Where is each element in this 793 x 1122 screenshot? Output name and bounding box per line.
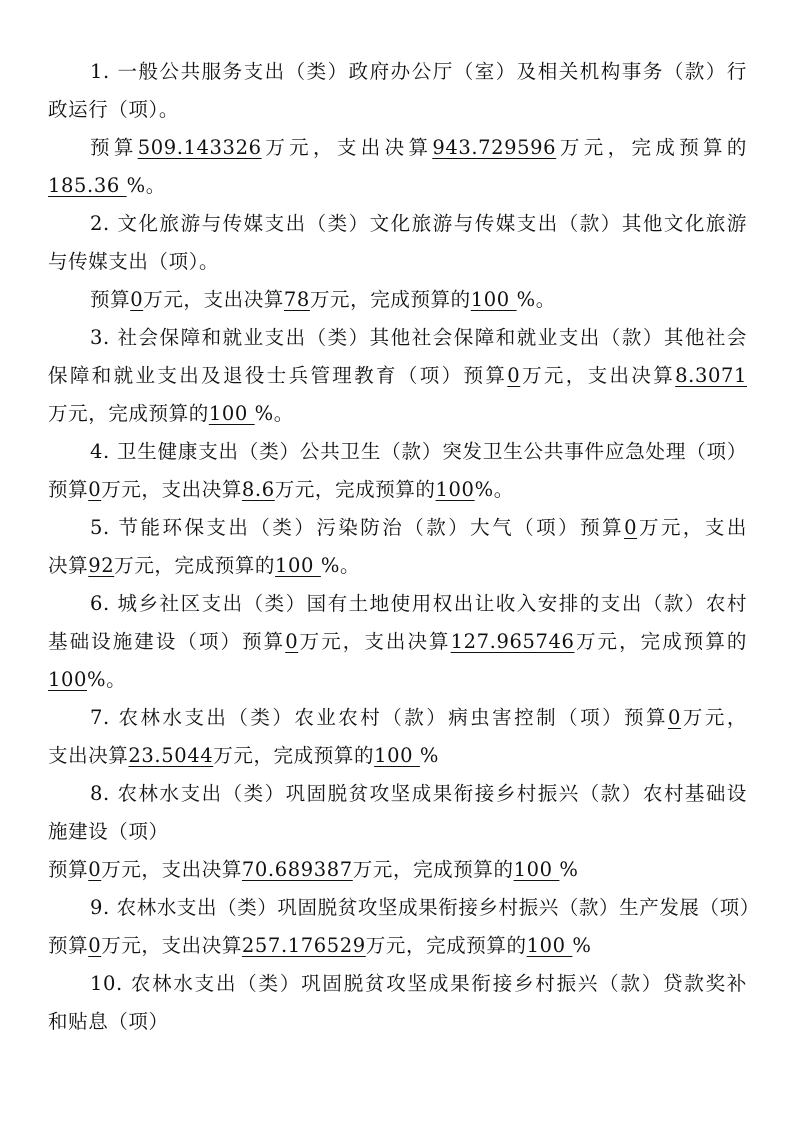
percent-value: 100	[470, 288, 517, 311]
actual-value: 92	[88, 554, 115, 577]
item-9-line-1: 9. 农林水支出（类）巩固脱贫攻坚成果衔接乡村振兴（款）生产发展（项）	[90, 896, 760, 919]
budget-value: 509.143326	[137, 136, 262, 159]
item-4-line-2: 预算0万元，支出决算8.6万元，完成预算的100%。	[48, 478, 514, 501]
percent-value: 100	[208, 402, 255, 425]
item-3-line-3: 万元，完成预算的100 %。	[48, 402, 294, 425]
actual-value: 943.729596	[432, 136, 557, 159]
budget-value: 0	[668, 706, 682, 729]
item-8-line-3: 预算0万元，支出决算70.689387万元，完成预算的100 %	[48, 858, 579, 881]
budget-value: 0	[88, 858, 102, 881]
percent-value: 100	[374, 744, 420, 767]
percent-value: 100	[513, 858, 560, 881]
item-6-line-2: 基础设施建设（项）预算0万元，支出决算127.965746万元，完成预算的	[48, 630, 747, 653]
budget-value: 0	[130, 288, 144, 311]
item-3-line-1: 3. 社会保障和就业支出（类）其他社会保障和就业支出（款）其他社会	[90, 326, 747, 349]
actual-value: 78	[283, 288, 310, 311]
actual-value: 257.176529	[241, 934, 366, 957]
actual-value: 8.6	[241, 478, 275, 501]
item-5-line-1: 5. 节能环保支出（类）污染防治（款）大气（项）预算0万元，支出	[90, 516, 747, 539]
budget-value: 0	[88, 934, 102, 957]
item-2-line-3: 预算0万元，支出决算78万元，完成预算的100 %。	[90, 288, 556, 311]
item-10-line-1: 10. 农林水支出（类）巩固脱贫攻坚成果衔接乡村振兴（款）贷款奖补	[90, 972, 747, 995]
percent-value: 100	[435, 478, 475, 501]
item-7-line-2: 支出决算23.5044万元，完成预算的100 %	[48, 744, 440, 767]
budget-value: 0	[624, 516, 638, 539]
item-6-line-1: 6. 城乡社区支出（类）国有土地使用权出让收入安排的支出（款）农村	[90, 592, 747, 615]
actual-value: 127.965746	[450, 630, 575, 653]
item-2-line-2: 与传媒支出（项）。	[48, 250, 220, 273]
item-1-line-4: 185.36 %。	[48, 174, 166, 197]
item-1-line-3: 预算509.143326万元，支出决算943.729596万元，完成预算的	[90, 136, 747, 159]
item-7-line-1: 7. 农林水支出（类）农业农村（款）病虫害控制（项）预算0万元，	[90, 706, 747, 729]
item-8-line-1: 8. 农林水支出（类）巩固脱贫攻坚成果衔接乡村振兴（款）农村基础设	[90, 782, 747, 805]
item-3-line-2: 保障和就业支出及退役士兵管理教育（项）预算0万元，支出决算8.3071	[48, 364, 748, 387]
percent-value: 100	[526, 934, 573, 957]
actual-value: 70.689387	[241, 858, 353, 881]
item-2-line-1: 2. 文化旅游与传媒支出（类）文化旅游与传媒支出（款）其他文化旅游	[90, 212, 747, 235]
budget-value: 0	[507, 364, 521, 387]
percent-value: 185.36	[48, 174, 127, 197]
budget-value: 0	[88, 478, 102, 501]
item-1-line-1: 1. 一般公共服务支出（类）政府办公厅（室）及相关机构事务（款）行	[90, 60, 747, 83]
budget-value: 0	[285, 630, 299, 653]
actual-value: 8.3071	[675, 364, 748, 387]
item-9-line-2: 预算0万元，支出决算257.176529万元，完成预算的100 %	[48, 934, 592, 957]
item-1-line-2: 政运行（项）。	[48, 98, 179, 121]
percent-value: 100	[48, 668, 88, 691]
percent-value: 100	[275, 554, 321, 577]
item-8-line-2: 施建设（项）	[48, 820, 169, 843]
item-6-line-3: 100%。	[48, 668, 127, 691]
item-5-line-2: 决算92万元，完成预算的100 %。	[48, 554, 361, 577]
item-10-line-2: 和贴息（项）	[48, 1010, 169, 1033]
actual-value: 23.5044	[128, 744, 214, 767]
item-4-line-1: 4. 卫生健康支出（类）公共卫生（款）突发卫生公共事件应急处理（项）	[90, 440, 747, 463]
